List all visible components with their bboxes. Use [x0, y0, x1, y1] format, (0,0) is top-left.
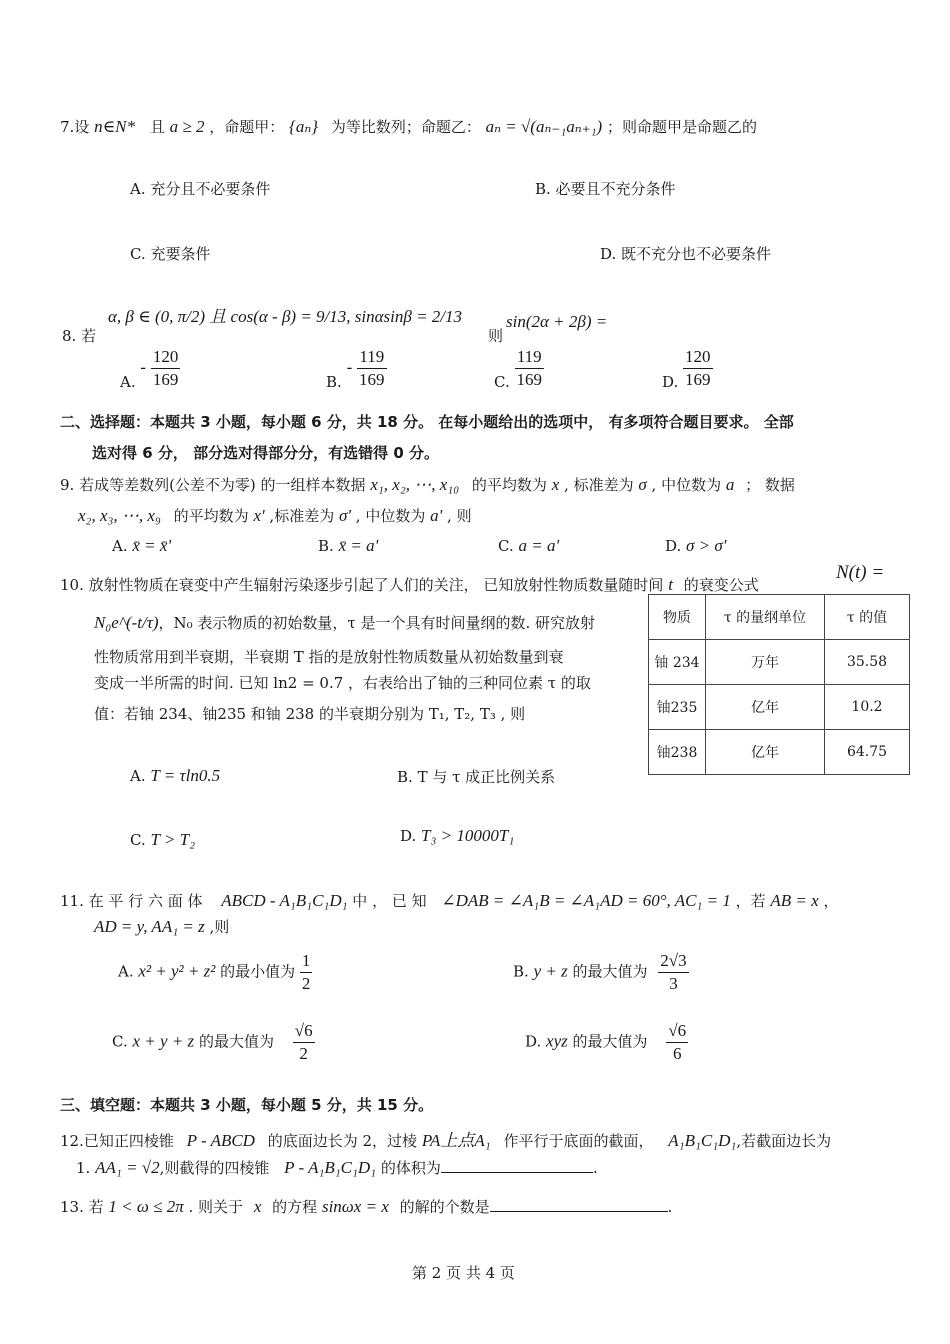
q12-section: A₁B₁C₁D₁	[668, 1131, 737, 1150]
q9-xbar2: x'	[253, 506, 265, 525]
q10-option-b-label: B.	[397, 768, 413, 786]
q11-option-c-num: √6	[293, 1020, 315, 1043]
q9-option-b-label: B.	[318, 537, 334, 555]
q10-option-d	[400, 826, 514, 846]
q11-option-b-den: 3	[669, 974, 678, 993]
q8-option-a	[120, 346, 180, 391]
q7-seq-text: 为等比数列；命题乙：	[330, 118, 481, 136]
q11-option-d-expr: xyz	[546, 1031, 568, 1051]
q8-option-b-num: 119	[357, 346, 387, 369]
q12-line2	[76, 1157, 598, 1178]
tau-header-unit: τ 的量纲单位	[706, 595, 825, 640]
tau-header-substance: 物质	[649, 595, 706, 640]
q8-option-c	[494, 346, 544, 391]
tau-cell: 10.2	[825, 685, 910, 730]
q11-option-d-label: D.	[525, 1032, 542, 1051]
q10-option-c-label: C.	[130, 831, 146, 849]
q11-option-b	[513, 950, 689, 995]
q11-option-a-den: 2	[301, 974, 311, 993]
q11-ab: AB = x	[770, 891, 819, 910]
q10-text1b: 的衰变公式	[683, 576, 759, 594]
q11-option-c-label: C.	[112, 1032, 128, 1051]
q12-text4: ,若截面边长为	[736, 1132, 832, 1150]
q9-option-c-expr: a = a'	[518, 536, 560, 555]
tau-header-value: τ 的值	[825, 595, 910, 640]
q8-option-a-den: 169	[152, 370, 179, 389]
q9-text3: , 标准差为	[564, 476, 634, 494]
q10-line1	[60, 574, 759, 595]
q7-prefix: 7.设	[60, 118, 90, 136]
q8-option-d-num: 120	[683, 346, 713, 369]
q11-option-b-expr: y + z	[533, 961, 568, 981]
q11-option-a	[118, 950, 312, 995]
q7-option-a: A. 充分且不必要条件	[130, 180, 271, 198]
q12-text5: 1.	[76, 1159, 91, 1177]
q8-option-b-den: 169	[359, 370, 385, 389]
q11-option-a-label: A.	[118, 962, 134, 981]
q10-option-c	[130, 830, 195, 850]
q11-option-b-text: 的最大值为	[572, 962, 648, 981]
q9-option-a-expr: x̄ = x̄'	[132, 536, 172, 555]
q9-option-d	[665, 536, 726, 556]
q10-text2: ，N₀ 表示物质的初始数量，τ 是一个具有时间量纲的数. 研究放射	[158, 614, 595, 632]
q8-prefix: 8. 若	[62, 327, 97, 345]
q7-relation: aₙ = √(aₙ₋₁aₙ₊₁)	[485, 117, 603, 136]
q11-option-c	[112, 1020, 315, 1065]
q8-option-c-num: 119	[515, 346, 545, 369]
q7-jia: ，命题甲：	[209, 118, 285, 136]
section2-heading: 二、选择题：本题共 3 小题，每小题 6 分，共 18 分。 在每小题给出的选项中， 有多项符合题目要求。 全部	[60, 413, 794, 431]
tau-table	[648, 594, 910, 775]
q11-option-c-text: 的最大值为	[198, 1032, 274, 1051]
q11-text3: ，若	[735, 892, 766, 910]
q9-option-c	[498, 536, 559, 556]
q11-line2	[94, 916, 229, 937]
q9-text4: , 中位数为	[651, 476, 722, 494]
q9-text8: , 中位数为	[355, 507, 426, 525]
table-row	[649, 730, 910, 775]
q13-x: x	[253, 1197, 262, 1216]
tau-cell: 亿年	[706, 685, 825, 730]
q7-line	[60, 116, 757, 137]
q10-formula2: N₀e^(-t/τ)	[94, 613, 159, 632]
q9-xbar: x	[551, 475, 560, 494]
q13-cond: 1 < ω ≤ 2π	[108, 1197, 184, 1216]
tau-cell: 亿年	[706, 730, 825, 775]
q11-line1	[60, 890, 839, 911]
q12-text1: 12.已知正四棱锥	[60, 1132, 174, 1150]
q11-option-a-num: 1	[300, 950, 313, 973]
q9-option-d-expr: σ > σ'	[686, 536, 727, 555]
q10-option-a	[130, 766, 220, 786]
q12-end: .	[592, 1159, 598, 1177]
q8-option-d-den: 169	[685, 370, 711, 389]
q8-option-b-label: B.	[326, 373, 342, 391]
q9-option-a-label: A.	[112, 537, 128, 555]
q7-and: 且	[149, 118, 165, 136]
q13-text1: 13. 若	[60, 1198, 104, 1216]
q12-text2: 的底面边长为 2，过棱	[267, 1132, 418, 1150]
q7-option-b: B. 必要且不充分条件	[535, 180, 676, 198]
q12-line1	[60, 1126, 831, 1151]
q8-option-b	[326, 346, 387, 391]
q10-line4: 变成一半所需的时间. 已知 ln2 = 0.7 ，右表给出了铀的三种同位素 τ 的取	[94, 674, 591, 692]
q11-option-d-den: 6	[673, 1044, 682, 1063]
q9-text2: 的平均数为	[471, 476, 547, 494]
q11-option-c-expr: x + y + z	[132, 1031, 195, 1051]
q11-cond: ∠DAB = ∠A₁B = ∠A₁AD = 60°, AC₁ = 1	[441, 891, 731, 910]
q9-data2: x₂, x₃, ⋯, x₉	[78, 506, 161, 525]
q10-option-d-expr: T₃ > 10000T₁	[421, 826, 515, 845]
q8-option-c-den: 169	[516, 370, 542, 389]
tau-cell: 万年	[706, 640, 825, 685]
q9-a: a	[725, 475, 735, 494]
q9-text1: 9. 若成等差数列(公差不为零) 的一组样本数据	[60, 476, 366, 494]
tau-cell: 铀 234	[649, 640, 706, 685]
q11-option-d-num: √6	[666, 1020, 688, 1043]
q7-option-d: D. 既不充分也不必要条件	[600, 245, 772, 263]
q10-line5: 值：若铀 234、铀235 和铀 238 的半衰期分别为 T₁, T₂, T₃ , 则	[94, 705, 526, 723]
tau-cell: 铀238	[649, 730, 706, 775]
q10-option-b	[397, 766, 555, 787]
q13-end: .	[667, 1198, 673, 1216]
q8-option-a-num: 120	[151, 346, 181, 369]
tau-cell: 铀235	[649, 685, 706, 730]
q8-option-a-sign: -	[140, 357, 147, 377]
q10-t: t	[668, 575, 673, 594]
q8-option-b-sign: -	[346, 357, 353, 377]
q8-option-d-label: D.	[662, 373, 679, 391]
q11-text4: ,则	[209, 918, 230, 936]
q9-text9: , 则	[447, 507, 472, 525]
q9-option-a	[112, 536, 171, 556]
table-row	[649, 685, 910, 730]
q9-sigma: σ	[638, 475, 647, 494]
q9-option-d-label: D.	[665, 537, 682, 555]
q10-formula: N(t) =	[836, 562, 885, 583]
q8-expression: sin(2α + 2β) =	[506, 312, 608, 331]
q7-seq: {aₙ}	[289, 117, 319, 136]
q10-option-c-expr: T > T₂	[150, 830, 195, 849]
q12-edge: PA上点A₁	[421, 1131, 491, 1150]
q11-option-d-text: 的最大值为	[572, 1032, 648, 1051]
q12-pyramid2: P - A₁B₁C₁D₁	[284, 1158, 377, 1177]
q8-then: 则	[488, 327, 504, 345]
q13-answer-blank[interactable]	[490, 1211, 668, 1212]
q8-condition: α, β ∈ (0, π/2) 且 cos(α - β) = 9/13, sinαsinβ = 2/13	[108, 307, 463, 326]
section3-heading: 三、填空题：本题共 3 小题，每小题 5 分，共 15 分。	[60, 1096, 434, 1114]
q9-option-b	[318, 536, 378, 556]
page-footer: 第 2 页 共 4 页	[412, 1264, 515, 1282]
q11-text2: 中 ， 已 知	[352, 892, 427, 910]
q11-option-b-num: 2√3	[658, 950, 688, 973]
q12-answer-blank[interactable]	[441, 1172, 593, 1173]
q11-solid: ABCD - A₁B₁C₁D₁	[221, 891, 348, 910]
q11-option-c-den: 2	[299, 1044, 308, 1063]
q9-data1: x₁, x₂, ⋯, x₁₀	[370, 475, 460, 494]
q10-option-a-label: A.	[130, 767, 146, 785]
q9-line1	[60, 474, 795, 495]
q9-sigma2: σ'	[338, 506, 352, 525]
q10-text1: 10. 放射性物质在衰变中产生辐射污染逐步引起了人们的关注， 已知放射性物质数量随时间	[60, 576, 664, 594]
q11-option-a-text: 的最小值为	[220, 962, 296, 981]
q8-option-a-label: A.	[120, 373, 136, 391]
q10-option-a-expr: T = τln0.5	[150, 766, 221, 785]
q11-option-a-expr: x² + y² + z²	[138, 961, 216, 981]
q13-text3: 的方程	[272, 1198, 318, 1216]
tau-cell: 35.58	[825, 640, 910, 685]
q13-line	[60, 1196, 672, 1217]
q11-option-b-label: B.	[513, 962, 529, 981]
q13-text2: . 则关于	[188, 1198, 244, 1216]
q12-cond: AA₁ = √2	[95, 1158, 160, 1177]
q7-option-c: C. 充要条件	[130, 245, 211, 263]
q7-cond1: n∈N*	[94, 117, 136, 136]
q9-text6: 的平均数为	[173, 507, 249, 525]
q12-text3: 作平行于底面的截面，	[503, 1132, 654, 1150]
tau-table-header	[649, 595, 910, 640]
q9-text7: ,标准差为	[269, 507, 335, 525]
q12-pyramid: P - ABCD	[186, 1131, 255, 1150]
q10-line2	[94, 612, 595, 633]
q10-option-d-label: D.	[400, 827, 417, 845]
q9-option-b-expr: x̄ = a'	[338, 536, 379, 555]
q12-text6: ,则截得的四棱锥	[159, 1159, 270, 1177]
q11-text1: 11. 在 平 行 六 面 体	[60, 892, 203, 910]
q10-option-b-expr: T 与 τ 成正比例关系	[417, 768, 556, 786]
q10-line3: 性物质常用到半衰期，半衰期 T 指的是放射性物质数量从初始数量到衰	[94, 648, 564, 666]
section2-heading-line2: 选对得 6 分， 部分选对得部分分，有选错得 0 分。	[92, 444, 439, 462]
q8-option-c-label: C.	[494, 373, 510, 391]
q9-a2: a'	[430, 506, 443, 525]
q13-text4: 的解的个数是	[399, 1198, 490, 1216]
q9-option-c-label: C.	[498, 537, 514, 555]
q11-vars: AD = y, AA₁ = z	[94, 917, 205, 936]
q7-end: ；则命题甲是命题乙的	[606, 118, 757, 136]
tau-cell: 64.75	[825, 730, 910, 775]
q12-text7: 的体积为	[380, 1159, 441, 1177]
q9-line2	[78, 505, 472, 526]
q11-option-d	[525, 1020, 688, 1065]
q8-option-d	[662, 346, 713, 391]
q13-equation: sinωx = x	[321, 1197, 389, 1216]
q9-text5: ； 数据	[745, 476, 795, 494]
q11-comma: ，	[823, 892, 839, 910]
table-row	[649, 640, 910, 685]
q7-cond2: a ≥ 2	[169, 117, 205, 136]
